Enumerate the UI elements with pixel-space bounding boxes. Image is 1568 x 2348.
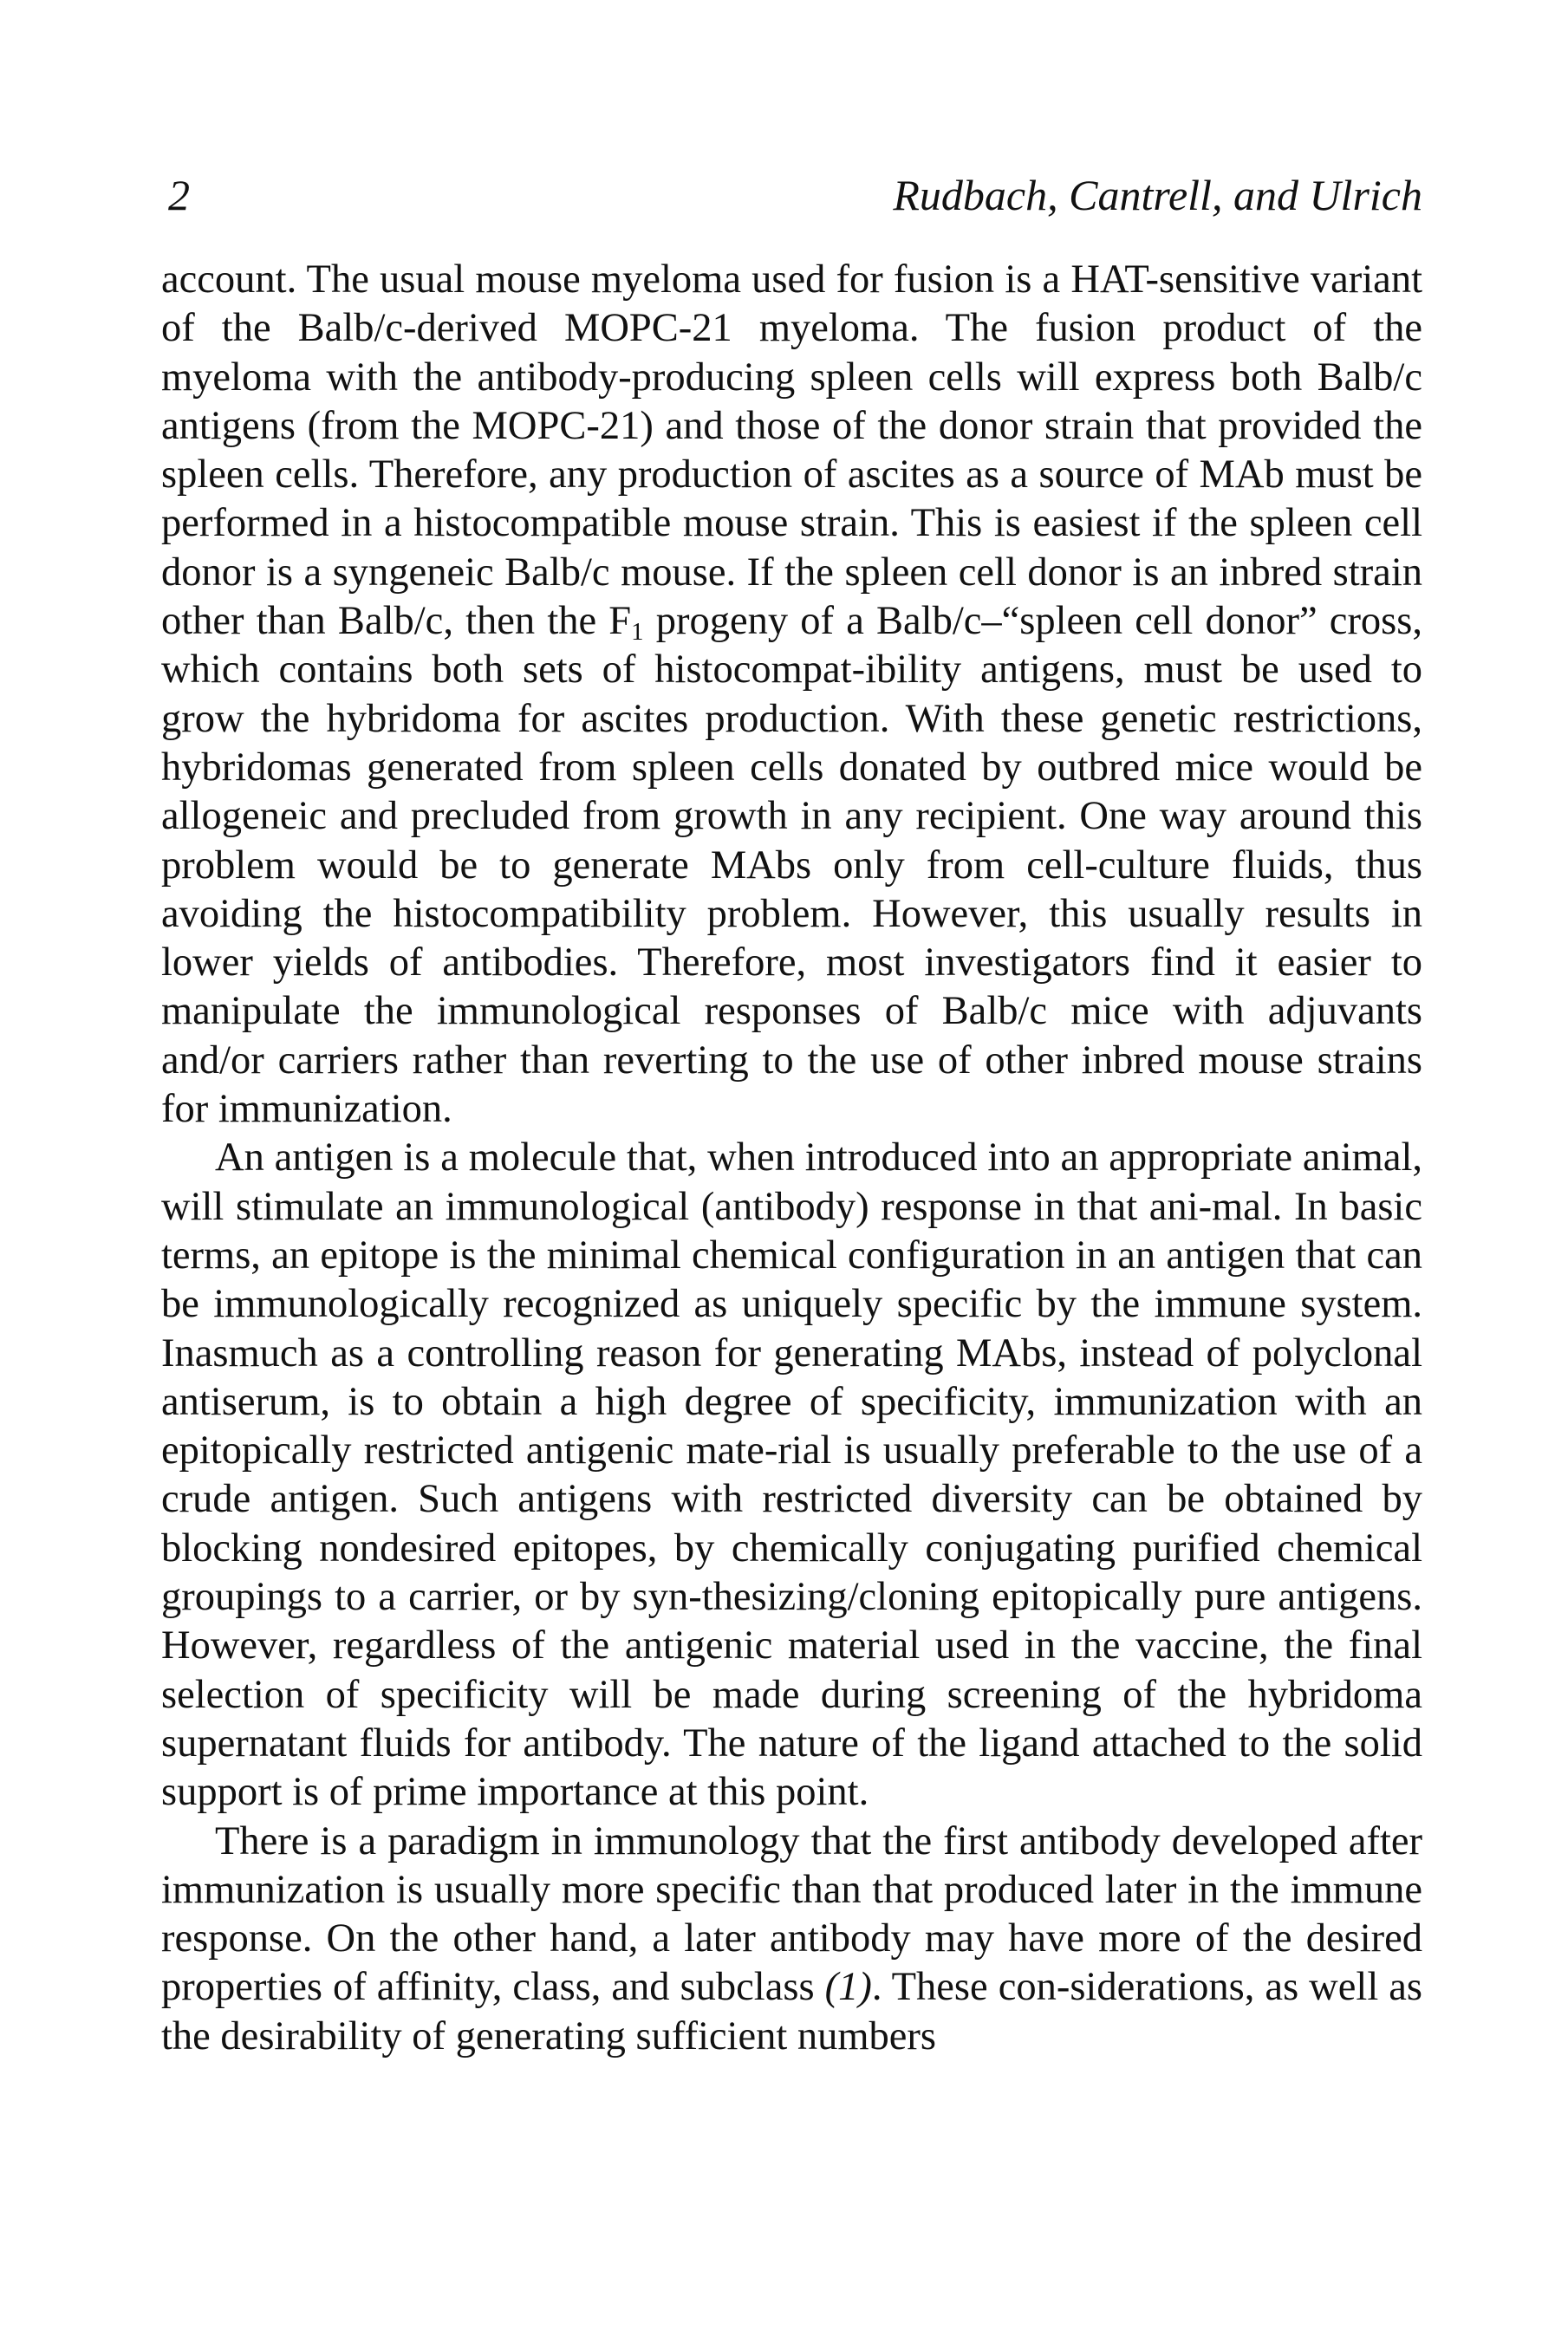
book-page [161,160,1422,2061]
paragraph-1-text-b: progeny of a Balb/c–“spleen cell donor” cross, which contains both sets of histocompat-ibility antigens, must be used to grow the hybridoma for ascites production. With these genetic restrictions, hybridomas generated from spleen cells donated by outbred mice would be allogeneic and precluded from growth in any recipient. One way around this problem would be to generate MAbs only from cell-culture fluids, thus avoiding the histocompatibility problem. However, this usually results in lower yields of antibodies. Therefore, most investigators find it easier to manipulate the immunological responses of Balb/c mice with adjuvants and/or carriers rather than reverting to the use of other inbred mouse strains for immunization. [161,599,1422,1132]
paragraph-1-text-a: account. The usual mouse myeloma used for fusion is a HAT-sensitive variant of the Balb/c-derived MOPC-21 myeloma. The fusion product of the myeloma with the antibody-producing spleen cells will express both Balb/c antigens (from the MOPC-21) and those of the donor strain that provided the spleen cells. Therefore, any production of ascites as a source of MAb must be performed in a histocompatible mouse strain. This is easiest if the spleen cell donor is a syngeneic Balb/c mouse. If the spleen cell donor is an inbred strain other than Balb/c, then the F [161,257,1422,644]
running-head [161,160,1422,230]
page-number: 2 [168,171,190,219]
body-text [161,256,1422,2061]
paragraph-2: An antigen is a molecule that, when introduced into an appropriate animal, will stimulate an immunological (antibody) response in that ani-mal. In basic terms, an epitope is the minimal chemical configuration in an antigen that can be immunologically recognized as uniquely specific by the immune system. Inasmuch as a controlling reason for generating MAbs, instead of polyclonal antiserum, is to obtain a high degree of specificity, immunization with an epitopically restricted antigenic mate-rial is usually preferable to the use of a crude antigen. Such antigens with restricted diversity can be obtained by blocking nondesired epitopes, by chemically conjugating purified chemical groupings to a carrier, or by syn-thesizing/cloning epitopically pure antigens. However, regardless of the antigenic material used in the vaccine, the final selection of specificity will be made during screening of the hybridoma supernatant fluids for antibody. The nature of the ligand attached to the solid support is of prime importance at this point. [161,1135,1422,1815]
paragraph-3 [161,1818,1422,2061]
paragraph-3-text-b: . These con-siderations, as well as the desirability of generating sufficient numbers [161,1965,1423,2059]
f1-subscript: 1 [631,618,644,647]
reference-citation: (1) [824,1965,872,2010]
running-title-authors: Rudbach, Cantrell, and Ulrich [893,171,1422,219]
paragraph-3-text-a: There is a paradigm in immunology that the first antibody developed after immunization is usually more specific than that produced later in the immune response. On the other hand, a later antibody may have more of the desired properties of affinity, class, and subclass [161,1818,1422,2010]
paragraph-1 [161,256,1422,1134]
